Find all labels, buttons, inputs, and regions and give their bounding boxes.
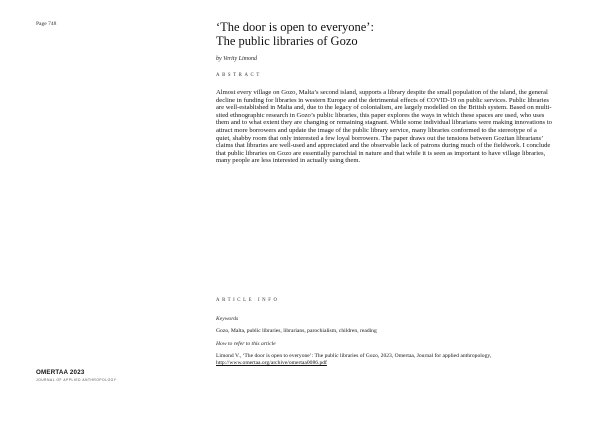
article-header bbox=[216, 20, 556, 165]
abstract-body: Almost every village on Gozo, Malta’s second island, supports a library despite the small population of the island, the general decline in funding for libraries in western Europe and the detrimental effects of COVID-19 on public services. Public libraries are well-established in Malta and, due to the legacy of colonialism, are largely modelled on the British system. Based on multi-sited ethnographic research in Gozo’s public libraries, this paper explores the ways in which these spaces are used, who uses them and to what extent they are changing or remaining stagnant. While some individual librarians were making innovations to attract more borrowers and update the image of the public library service, many libraries conformed to the stereotype of a quiet, shabby room that only interested a few loyal borrowers. The paper draws out the tensions between Gozitan librarians’ claims that libraries are well-used and appreciated and the observable lack of patrons during much of the fieldwork. I conclude that public libraries on Gozo are essentially parochial in nature and that while it is seen as important to have village libraries, many people are less interested in actually using them. bbox=[216, 89, 552, 165]
title-line-1: ‘The door is open to everyone’: bbox=[216, 20, 374, 34]
reference-citation bbox=[216, 353, 556, 367]
keywords-heading: Keywords bbox=[216, 316, 239, 322]
abstract-heading: ABSTRACT bbox=[216, 73, 262, 78]
author-byline: by Verity Limond bbox=[216, 56, 257, 62]
title-line-2: The public libraries of Gozo bbox=[216, 34, 358, 48]
page-number: Page 748 bbox=[36, 21, 57, 27]
article-title bbox=[216, 20, 556, 48]
journal-subtitle: JOURNAL OF APPLIED ANTHROPOLOGY bbox=[36, 378, 117, 382]
article-info bbox=[216, 298, 556, 367]
reference-link[interactable]: http://www.omertaa.org/archive/omertaa0086.pdf bbox=[216, 360, 327, 366]
journal-name: OMERTAA 2023 bbox=[36, 369, 85, 376]
journal-logo bbox=[36, 369, 116, 382]
reference-text: Limond V., ‘The door is open to everyone’: The public libraries of Gozo, 2023, Omertaa, Journal for applied anthropology, bbox=[216, 353, 492, 359]
article-info-heading: ARTICLE INFO bbox=[216, 298, 280, 303]
howto-heading: How to refer to this article bbox=[216, 341, 276, 347]
keywords-list: Gozo, Malta, public libraries, librarians, parochialism, children, reading bbox=[216, 328, 377, 334]
